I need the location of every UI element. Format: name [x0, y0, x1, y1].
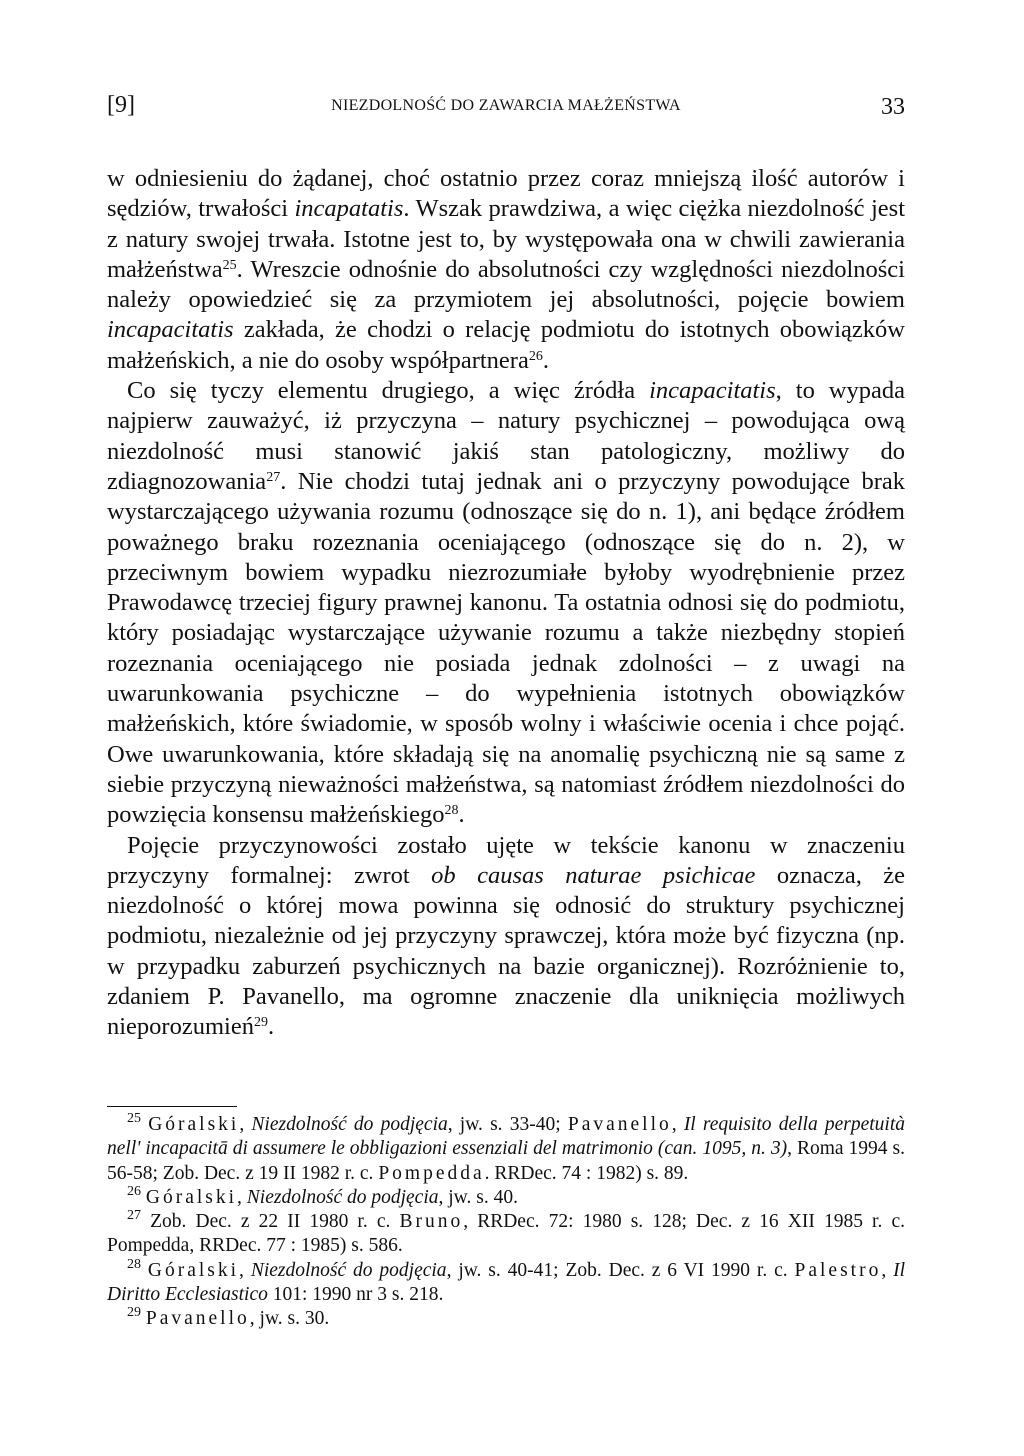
- work-title: Il Diritto Ecclesiastico: [107, 1259, 906, 1306]
- latin-term: incapacitatis: [107, 316, 234, 344]
- footnote-ref-28[interactable]: 28: [444, 803, 459, 819]
- main-text: [107, 164, 905, 1043]
- author-name: Góralski: [145, 1186, 238, 1208]
- page-number: 33: [881, 94, 905, 120]
- footnote-separator: [107, 1106, 237, 1107]
- work-title: Niezdolność do podjęcia: [251, 1114, 448, 1135]
- footnote-number: 26: [127, 1183, 141, 1199]
- page-header: [107, 92, 905, 122]
- footnote-27: $^{27}$ Zob. Dec. z 22 II 1980 r. c. Bruno, RRDec. 72: 1980 s. 128; Dec. z 16 XII 1985 r. c. Pompedda, RRDec. 77 : 1985) s. 586.: [107, 1208, 905, 1257]
- footnote-ref-29[interactable]: 29: [253, 1015, 268, 1031]
- footnote-26: $^{26}$ Góralski, Niezdolność do podjęcia, jw. s. 40.: [127, 1183, 518, 1208]
- footnote-29: $^{29}$ Pavanello, jw. s. 30.: [127, 1305, 330, 1330]
- footnote-number: 25: [127, 1111, 141, 1126]
- work-title: Il requisito della perpetuità nell' incapacitā di assumere le obbligazioni essenziali del matrimonio (can. 1095, n. 3): [107, 1114, 906, 1160]
- footnote-number: 28: [127, 1256, 141, 1272]
- paragraph-2: Co się tyczy elementu drugiego, a więc źródła incapacitatis, to wypada najpierw zauważyć, iż przyczyna – natury psychicznej – powodująca ową niezdolność musi stanowić jakiś stan patologiczny, możliwy do zdiagnozowania$^{27}$. Nie chodzi tutaj jednak ani o przyczyny powodujące brak wystarczającego używania rozumu (odnoszące się do n. 1), ani będące źródłem poważnego braku rozeznania oceniającego (odnoszące się do n. 2), w przeciwnym bowiem wypadku niezrozumiałe byłoby wyodrębnienie przez Prawodawcę trzeciej figury prawnej kanonu. Ta ostatnia odnosi się do podmiotu, który posiadając wystarczające używanie rozumu a także niezbędny stopień rozeznania oceniającego nie posiada jednak zdolności – z uwagi na uwarunkowania psychiczne – do wypełnienia istotnych obowiązków małżeńskich, które świadomie, w sposób wolny i właściwie ocenia i chce pojąć. Owe uwarunkowania, które składają się na anomalię psychiczną nie są same z siebie przyczyną nieważności małżeństwa, są natomiast źródłem niezdolności do powzięcia konsensu małżeńskiego$^{28}$.: [107, 377, 905, 829]
- latin-term: incapatatis: [294, 195, 404, 223]
- footnote-ref-27[interactable]: 27: [266, 469, 281, 485]
- author-name: Góralski: [148, 1114, 240, 1135]
- latin-term: ob causas naturae psichicae: [431, 861, 756, 889]
- author-name: Góralski: [147, 1259, 240, 1281]
- section-number: [9]: [107, 92, 135, 118]
- author-name: Palestro: [794, 1259, 882, 1281]
- latin-term: incapacitatis: [649, 377, 776, 405]
- running-title: NIEZDOLNOŚĆ DO ZAWARCIA MAŁŻEŃSTWA: [331, 97, 681, 114]
- footnote-number: 27: [127, 1208, 141, 1224]
- work-title: Niezdolność do podjęcia: [246, 1186, 439, 1208]
- footnotes: [107, 1113, 905, 1332]
- footnote-ref-25[interactable]: 25: [222, 257, 237, 273]
- footnote-ref-26[interactable]: 26: [528, 348, 543, 364]
- footnote-25: $^{25}$ Góralski, Niezdolność do podjęcia, jw. s. 33-40; Pavanello, Il requisito della perpetuità nell' incapacitā di assumere le obbligazioni essenziali del matrimonio (can. 1095, n. 3), Roma 1994 s. 56-58; Zob. Dec. z 19 II 1982 r. c. Pompedda. RRDec. 74 : 1982) s. 89.: [107, 1111, 906, 1184]
- author-name: Pavanello: [145, 1308, 250, 1330]
- author-name: Pavanello: [567, 1114, 672, 1135]
- author-name: Bruno: [399, 1211, 464, 1233]
- paragraph-3: Pojęcie przyczynowości zostało ujęte w tekście kanonu w znaczeniu przyczyny formalnej: zwrot ob causas naturae psichicae oznacza, że niezdolność o której mowa powinna się odnosić do struktury psychicznej podmiotu, niezależnie od jej przyczyny sprawczej, która może być fizyczna (np. w przypadku zaburzeń psychicznych na bazie organicznej). Rozróżnienie to, zdaniem P. Pavanello, ma ogromne znaczenie dla uniknięcia możliwych nieporozumień$^{29}$.: [107, 831, 905, 1041]
- author-name: Pompedda: [378, 1162, 485, 1184]
- paragraph-1: w odniesieniu do żądanej, choć ostatnio przez coraz mniejszą ilość autorów i sędziów, trwałości incapatatis. Wszak prawdziwa, a więc ciężka niezdolność jest z natury swojej trwała. Istotne jest to, by występowała ona w chwili zawierania małżeństwa$^{25}$. Wreszcie odnośnie do absolutności czy względności niezdolności należy opowiedzieć się za przymiotem jej absolutności, pojęcie bowiem incapacitatis zakłada, że chodzi o relację podmiotu do istotnych obowiązków małżeńskich, a nie do osoby współpartnera$^{26}$.: [107, 165, 905, 374]
- work-title: Niezdolność do podjęcia: [250, 1259, 447, 1281]
- footnote-number: 29: [127, 1305, 141, 1321]
- footnote-28: $^{28}$ Góralski, Niezdolność do podjęcia, jw. s. 40-41; Zob. Dec. z 6 VI 1990 r. c. Palestro, Il Diritto Ecclesiastico 101: 1990 nr 3 s. 218.: [107, 1256, 906, 1306]
